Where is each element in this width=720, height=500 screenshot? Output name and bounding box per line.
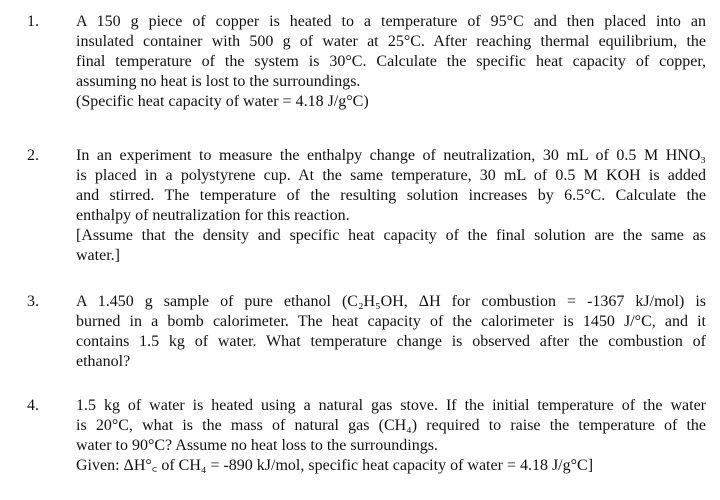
question-line: and stirred. The temperature of the resulting solution increases by 6.5°C. Calculate the [76, 187, 706, 204]
question-text [76, 292, 706, 372]
question-line: [Assume that the density and specific heat capacity of the final solution are the same as [76, 227, 706, 244]
question-text [76, 396, 706, 476]
question-line: burned in a bomb calorimeter. The heat capacity of the calorimeter is 1450 J/°C, and it [76, 313, 706, 330]
question-number: 3. [27, 293, 39, 310]
question-line: Given: ΔH°꜀ of CH₄ = -890 kJ/mol, specific heat capacity of water = 4.18 J/g°C] [76, 457, 594, 474]
question-line: insulated container with 500 g of water at 25°C. After reaching thermal equilibrium, the [76, 33, 706, 50]
question-line: (Specific heat capacity of water = 4.18 J/g°C) [76, 93, 369, 110]
question-line: In an experiment to measure the enthalpy change of neutralization, 30 mL of 0.5 M HNO₃ [76, 147, 706, 164]
question-line: is 20°C, what is the mass of natural gas (CH₄) required to raise the temperature of the [76, 417, 706, 434]
question-text [76, 12, 706, 112]
question-line: assuming no heat is lost to the surroundings. [76, 73, 361, 90]
question-line: is placed in a polystyrene cup. At the same temperature, 30 mL of 0.5 M KOH is added [76, 167, 706, 184]
question-number: 1. [27, 13, 39, 30]
question-line: 1.5 kg of water is heated using a natural gas stove. If the initial temperature of the water [76, 397, 706, 414]
question-text [76, 146, 706, 266]
question-line: enthalpy of neutralization for this reaction. [76, 207, 350, 224]
question-line: contains 1.5 kg of water. What temperature change is observed after the combustion of [76, 333, 706, 350]
question-number: 4. [27, 397, 39, 414]
question-line: A 150 g piece of copper is heated to a temperature of 95°C and then placed into an [76, 13, 706, 30]
question-line: water to 90°C? Assume no heat loss to the surroundings. [76, 437, 438, 454]
question-line: A 1.450 g sample of pure ethanol (C₂H₅OH, ΔH for combustion = -1367 kJ/mol) is [76, 293, 706, 310]
question-line: ethanol? [76, 353, 131, 370]
question-number: 2. [27, 147, 39, 164]
question-line: final temperature of the system is 30°C. Calculate the specific heat capacity of copper, [76, 53, 706, 70]
question-line: water.] [76, 247, 120, 264]
